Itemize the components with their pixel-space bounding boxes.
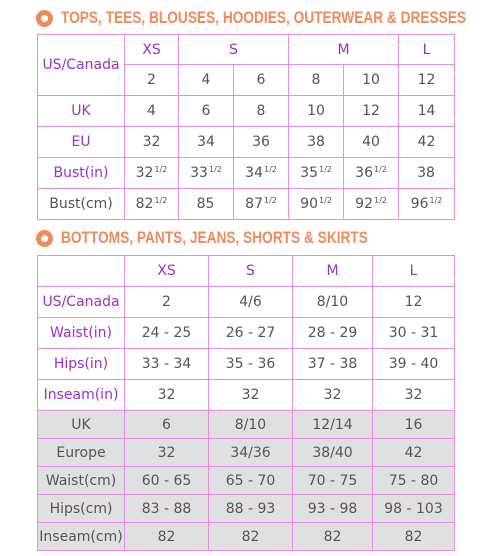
row-label-us-canada: US/Canada [38, 287, 125, 318]
table-cell: 32 [293, 380, 373, 411]
table-cell: 82 [125, 523, 209, 551]
table-cell: 28 - 29 [293, 318, 373, 349]
table-cell: 82 [293, 523, 373, 551]
table-cell: 2 [125, 287, 209, 318]
size-label-xs: XS [125, 35, 179, 65]
cell-value: 96 [410, 196, 429, 212]
table-cell: 32 [125, 127, 179, 158]
table-cell: 8/10 [293, 287, 373, 318]
table-row [38, 523, 455, 551]
table-cell: 12 [399, 65, 455, 96]
table-row [38, 349, 455, 380]
table-cell: 32 [209, 380, 293, 411]
row-label-hips-in: Hips(in) [38, 349, 125, 380]
table-cell: 38 [289, 127, 344, 158]
table-cell [399, 189, 455, 220]
table-cell: 4/6 [209, 287, 293, 318]
row-label-uk: UK [38, 96, 125, 127]
table-cell [125, 158, 179, 189]
table-cell: 65 - 70 [209, 467, 293, 495]
header-empty-cell [38, 256, 125, 287]
row-label-hips-cm: Hips(cm) [38, 495, 125, 523]
cell-fraction: 1/2 [263, 165, 277, 174]
tops-size-table [37, 34, 455, 220]
table-cell [289, 189, 344, 220]
row-label-europe: Europe [38, 439, 125, 467]
cell-value: 38 [417, 165, 435, 181]
table-cell: 14 [399, 96, 455, 127]
size-label-m: M [289, 35, 399, 65]
table-cell: 32 [373, 380, 455, 411]
table-cell: 93 - 98 [293, 495, 373, 523]
table-cell: 6 [179, 96, 234, 127]
table-cell: 8/10 [209, 411, 293, 439]
table-cell [179, 189, 234, 220]
table-cell: 32 [125, 439, 209, 467]
table-cell: 12 [344, 96, 399, 127]
size-label-s: S [209, 256, 293, 287]
table-cell: 82 [209, 523, 293, 551]
bullet-circle-icon [36, 10, 53, 27]
row-label-inseam-in: Inseam(in) [38, 380, 125, 411]
table-cell: 8 [234, 96, 289, 127]
table-cell [289, 158, 344, 189]
cell-value: 36 [355, 165, 373, 181]
table-cell: 42 [399, 127, 455, 158]
table-cell: 26 - 27 [209, 318, 293, 349]
cell-fraction: 1/2 [263, 196, 277, 205]
row-label-bust-cm: Bust(cm) [38, 189, 125, 220]
cell-fraction: 1/2 [429, 196, 443, 205]
table-cell: 33 - 34 [125, 349, 209, 380]
cell-value: 85 [196, 196, 215, 212]
table-cell [399, 158, 455, 189]
cell-value: 32 [135, 165, 154, 181]
size-label-xs: XS [125, 256, 209, 287]
table-cell: 6 [234, 65, 289, 96]
region-label-us-canada: US/Canada [38, 35, 125, 96]
row-label-waist-cm: Waist(cm) [38, 467, 125, 495]
tops-section-title: TOPS, TEES, BLOUSES, HOODIES, OUTERWEAR & DRESSES [61, 8, 467, 27]
size-label-m: M [293, 256, 373, 287]
cell-value: 92 [355, 196, 373, 212]
table-cell: 38/40 [293, 439, 373, 467]
cell-fraction: 1/2 [318, 196, 332, 205]
table-cell: 30 - 31 [373, 318, 455, 349]
size-label-l: L [399, 35, 455, 65]
table-cell: 2 [125, 65, 179, 96]
table-cell: 4 [125, 96, 179, 127]
cell-fraction: 1/2 [154, 196, 168, 205]
bottoms-section-title: BOTTOMS, PANTS, JEANS, SHORTS & SKIRTS [61, 228, 368, 247]
row-label-bust-in: Bust(in) [38, 158, 125, 189]
table-row [38, 189, 455, 220]
table-cell: 8 [289, 65, 344, 96]
table-row [38, 158, 455, 189]
table-cell: 60 - 65 [125, 467, 209, 495]
row-label-uk: UK [38, 411, 125, 439]
table-row [38, 380, 455, 411]
table-cell: 12/14 [293, 411, 373, 439]
bullet-circle-icon [36, 230, 53, 247]
table-row [38, 439, 455, 467]
table-row [38, 287, 455, 318]
table-cell [234, 189, 289, 220]
cell-value: 87 [245, 196, 263, 212]
table-cell [344, 158, 399, 189]
row-label-inseam-cm: Inseam(cm) [38, 523, 125, 551]
cell-value: 82 [135, 196, 154, 212]
size-label-s: S [179, 35, 289, 65]
table-cell: 42 [373, 439, 455, 467]
table-cell: 88 - 93 [209, 495, 293, 523]
table-cell: 83 - 88 [125, 495, 209, 523]
row-label-waist-in: Waist(in) [38, 318, 125, 349]
size-header-row [38, 256, 455, 287]
bottoms-size-table [37, 255, 455, 551]
table-row [38, 467, 455, 495]
table-cell [344, 189, 399, 220]
cell-fraction: 1/2 [154, 165, 168, 174]
row-label-eu: EU [38, 127, 125, 158]
table-cell: 82 [373, 523, 455, 551]
table-cell [125, 189, 179, 220]
table-row [38, 318, 455, 349]
table-cell: 10 [289, 96, 344, 127]
table-row [38, 127, 455, 158]
table-cell: 4 [179, 65, 234, 96]
table-row [38, 411, 455, 439]
cell-fraction: 1/2 [318, 165, 332, 174]
cell-value: 35 [300, 165, 318, 181]
table-cell: 32 [125, 380, 209, 411]
cell-fraction: 1/2 [373, 196, 387, 205]
table-cell: 39 - 40 [373, 349, 455, 380]
table-cell: 6 [125, 411, 209, 439]
cell-fraction: 1/2 [208, 165, 222, 174]
cell-fraction: 1/2 [373, 165, 387, 174]
table-cell: 16 [373, 411, 455, 439]
cell-value: 33 [190, 165, 208, 181]
table-cell: 12 [373, 287, 455, 318]
table-cell: 75 - 80 [373, 467, 455, 495]
table-cell: 24 - 25 [125, 318, 209, 349]
table-cell: 40 [344, 127, 399, 158]
tops-section-header [36, 6, 504, 30]
cell-value: 90 [300, 196, 318, 212]
table-cell: 36 [234, 127, 289, 158]
size-header-row [38, 35, 455, 65]
table-cell: 70 - 75 [293, 467, 373, 495]
table-cell [234, 158, 289, 189]
table-cell: 98 - 103 [373, 495, 455, 523]
table-cell: 35 - 36 [209, 349, 293, 380]
table-cell: 34 [179, 127, 234, 158]
bottoms-section-header [36, 226, 431, 250]
cell-value: 34 [245, 165, 263, 181]
table-row [38, 495, 455, 523]
table-cell [179, 158, 234, 189]
size-label-l: L [373, 256, 455, 287]
table-cell: 10 [344, 65, 399, 96]
table-row [38, 96, 455, 127]
table-cell: 37 - 38 [293, 349, 373, 380]
table-cell: 34/36 [209, 439, 293, 467]
